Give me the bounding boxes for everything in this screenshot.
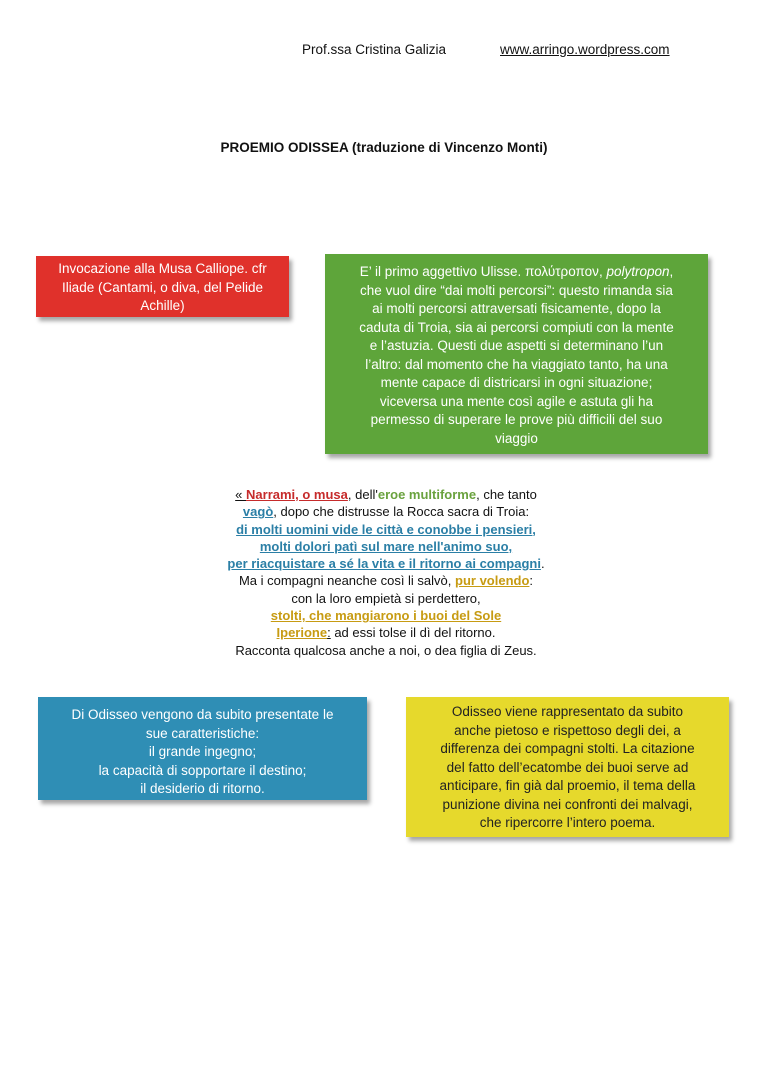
poem-text: , dell' [347, 487, 378, 502]
highlight-epithet: eroe multiforme [377, 487, 477, 502]
header-author: Prof.ssa Cristina Galizia [302, 42, 447, 57]
poem-text: : [327, 625, 331, 641]
note-polytropon-box [325, 254, 708, 454]
note-piety-line: differenza dei compagni stolti. La citazione [440, 741, 695, 756]
poem-line [196, 624, 576, 641]
poem-line [196, 572, 576, 589]
note-invocation-line: Iliade (Cantami, o diva, del Pelide [61, 279, 264, 295]
note-polytropon-line: viceversa una mente così agile e astuta gli ha [379, 393, 654, 409]
poem-line-highlight-journey: di molti uomini vide le città e conobbe i pensieri, [236, 521, 536, 537]
poem-text: , che tanto [476, 487, 537, 502]
poem-line-highlight-journey: molti dolori patì sul mare nell'animo suo, [259, 538, 513, 554]
poem-line [196, 486, 576, 503]
note-polytropon-text: E’ il primo aggettivo Ulisse. [359, 264, 526, 279]
poem-text: Ma i compagni neanche così li salvò, [238, 573, 456, 589]
note-polytropon-line: ai molti percorsi attraversati fisicamente, dopo la [372, 301, 661, 316]
proem-text [196, 486, 576, 659]
highlight-companions: Iperione [276, 625, 328, 641]
note-polytropon-line: e l’astuzia. Questi due aspetti si determinano l’un [369, 338, 664, 353]
note-traits-line: il grande ingegno; [148, 744, 257, 759]
note-piety-line: Odisseo viene rappresentato da subito [451, 704, 684, 719]
note-piety-line: anticipare, fin già dal proemio, il tema della [439, 778, 696, 793]
note-polytropon-line [337, 263, 696, 282]
note-polytropon-line: mente capace di districarsi in ogni situazione; [380, 375, 653, 390]
note-traits-line: il desiderio di ritorno. [140, 781, 265, 796]
highlight-journey: per riacquistare a sé la vita e il ritorno ai compagni [227, 556, 541, 572]
note-piety-line: del fatto dell’ecatombe dei buoi serve ad [446, 759, 689, 775]
highlight-journey: vagò [242, 504, 274, 520]
transliteration: polytropon [606, 264, 670, 279]
note-traits-line: la capacità di sopportare il destino; [98, 762, 307, 778]
note-invocation-line: Invocazione alla Musa Calliope. cfr [58, 261, 267, 276]
poem-line-highlight-companions: stolti, che mangiarono i buoi del Sole [270, 608, 502, 624]
poem-text: , dopo che distrusse la Rocca sacra di Troia: [273, 504, 530, 520]
note-polytropon-line: che vuol dire “dai molti percorsi”: questo rimanda sia [360, 282, 673, 298]
note-polytropon-text: , [598, 264, 607, 279]
poem-line [196, 555, 576, 572]
highlight-invocation: Narrami, o musa [246, 487, 348, 502]
greek-word: πολύτροπον [525, 264, 599, 279]
poem-line [196, 503, 576, 520]
page-title-text: PROEMIO ODISSEA (traduzione di Vincenzo Monti) [220, 140, 548, 155]
note-invocation-box [36, 256, 289, 317]
note-polytropon-line: caduta di Troia, sia ai percorsi compiuti con la mente [359, 319, 674, 335]
note-traits-line: sue caratteristiche: [145, 725, 260, 741]
poem-text: . [540, 556, 545, 572]
page-title [0, 140, 768, 155]
note-polytropon-line: l’altro: dal momento che ha viaggiato tanto, ha una [365, 356, 668, 372]
note-piety-line: punizione divina nei confronti dei malvagi, [442, 796, 693, 812]
header-url-link[interactable]: www.arringo.wordpress.com [500, 42, 670, 57]
note-piety-box [406, 697, 729, 837]
note-traits-box [38, 697, 367, 800]
poem-line: Racconta qualcosa anche a noi, o dea figlia di Zeus. [235, 642, 537, 658]
poem-text: ad essi tolse il dì del ritorno. [330, 625, 496, 641]
note-invocation-line: Achille) [140, 298, 185, 313]
note-piety-line: anche pietoso e rispettoso degli dei, a [454, 722, 681, 738]
note-polytropon-line: permesso di superare le prove più difficili del suo [370, 412, 663, 427]
note-traits-line: Di Odisseo vengono da subito presentate le [71, 707, 334, 722]
poem-text: : [529, 573, 534, 589]
poem-line: con la loro empietà si perdettero, [291, 590, 481, 606]
note-polytropon-text: , [669, 264, 674, 279]
note-piety-line: che ripercorre l’intero poema. [479, 815, 656, 830]
note-polytropon-line: viaggio [495, 430, 538, 446]
highlight-companions: pur volendo [455, 573, 530, 589]
poem-text: « [235, 487, 247, 502]
